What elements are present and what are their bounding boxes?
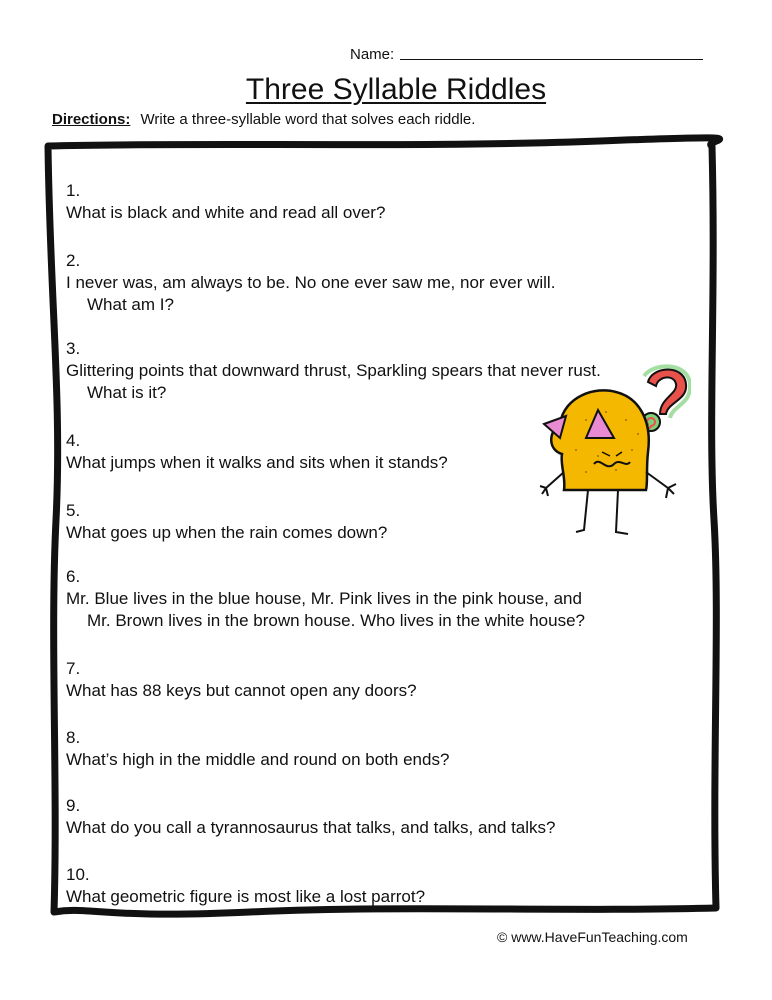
riddle-number: 4. (66, 431, 81, 450)
riddle-number: 2. (66, 251, 81, 270)
directions-text: Write a three-syllable word that solves each riddle. (140, 111, 476, 128)
riddle-text: I never was, am always to be. No one ever saw me, nor ever will. (66, 273, 556, 292)
riddle-4 (66, 408, 448, 474)
confused-monster-illustration (536, 360, 691, 545)
monster-right-arm (646, 472, 676, 498)
monster-left-leg (576, 490, 588, 532)
riddle-number: 5. (66, 501, 81, 520)
riddle-text: What do you call a tyrannosaurus that talks, and talks, and talks? (66, 818, 556, 837)
riddle-text: What goes up when the rain comes down? (66, 523, 388, 542)
riddle-text-continued: What is it? (87, 383, 167, 402)
riddle-8 (66, 705, 449, 771)
riddle-text: What has 88 keys but cannot open any doors? (66, 681, 417, 700)
riddle-number: 6. (66, 567, 81, 586)
riddle-text: What is black and white and read all over? (66, 203, 386, 222)
riddle-text: What jumps when it walks and sits when it stands? (66, 453, 448, 472)
riddle-9 (66, 773, 556, 839)
riddle-number: 9. (66, 796, 81, 815)
riddle-number: 10. (66, 865, 90, 884)
riddle-10 (66, 842, 425, 908)
worksheet-title: Three Syllable Riddles (245, 73, 547, 106)
riddle-text: What’s high in the middle and round on both ends? (66, 750, 450, 769)
riddle-text: What geometric figure is most like a lost parrot? (66, 887, 426, 906)
riddle-text-continued: Mr. Brown lives in the brown house. Who lives in the white house? (87, 611, 585, 630)
riddle-1 (66, 158, 385, 224)
copyright-footer: © www.HaveFunTeaching.com (497, 929, 688, 945)
riddle-5 (66, 478, 387, 544)
riddle-7 (66, 636, 417, 702)
riddle-text: Mr. Blue lives in the blue house, Mr. Pink lives in the pink house, and (66, 589, 582, 608)
riddle-number: 1. (66, 181, 81, 200)
monster-left-arm (540, 472, 564, 496)
name-label: Name: (350, 46, 395, 63)
riddle-number: 7. (66, 659, 81, 678)
monster-right-leg (616, 490, 628, 534)
riddle-number: 8. (66, 728, 81, 747)
riddle-text: Glittering points that downward thrust, Sparkling spears that never rust. (66, 361, 601, 380)
directions-label: Directions: (52, 111, 131, 128)
riddle-text-continued: What am I? (87, 295, 174, 314)
monster-body (551, 390, 649, 490)
riddle-number: 3. (66, 339, 81, 358)
